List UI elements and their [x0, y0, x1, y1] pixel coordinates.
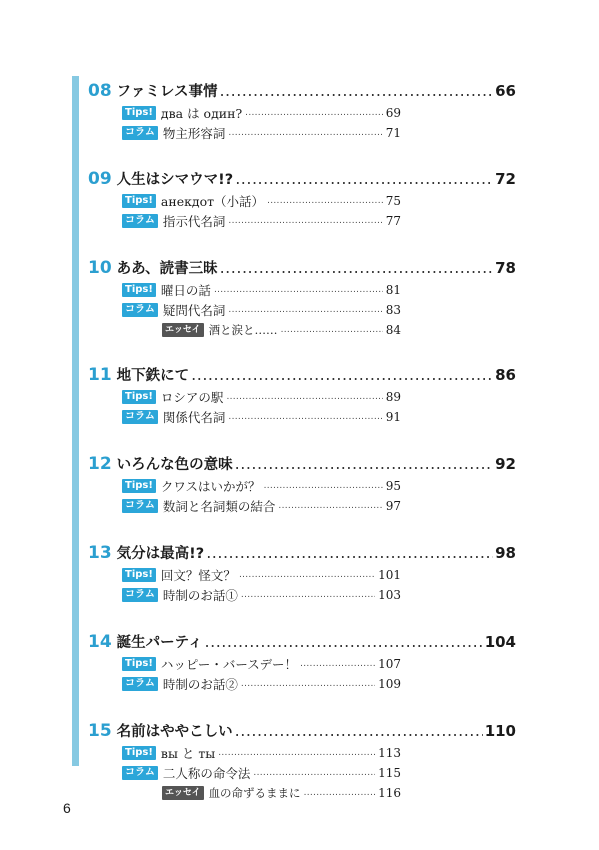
chapter-09	[88, 167, 516, 231]
sub-item-column[interactable]	[122, 123, 401, 143]
sub-item-page: 115	[378, 766, 401, 780]
sub-item-title: 回文？怪文？	[160, 568, 236, 583]
chapter-number: 12	[88, 454, 112, 474]
chapter-row[interactable]	[88, 541, 516, 565]
chapter-number: 11	[88, 365, 112, 385]
leader-dots	[214, 285, 383, 295]
sub-item-page: 107	[378, 657, 401, 671]
chapter-row[interactable]	[88, 363, 516, 387]
column-tag: コラム	[122, 303, 158, 317]
sub-item-page: 84	[385, 323, 401, 337]
tips-tag: Tips!	[122, 390, 156, 404]
tips-tag: Tips!	[122, 283, 156, 297]
sub-item-title: вы と ты	[160, 746, 216, 761]
column-tag: コラム	[122, 677, 158, 691]
leader-dots	[228, 216, 382, 226]
chapter-11	[88, 363, 516, 427]
column-tag: コラム	[122, 126, 158, 140]
sub-item-page: 109	[378, 677, 401, 691]
sub-item-tips[interactable]	[122, 387, 401, 407]
sub-item-essay[interactable]	[162, 320, 401, 340]
sub-item-column[interactable]	[122, 407, 401, 427]
leader-dots	[281, 325, 383, 335]
sub-item-title: 疑問代名詞	[162, 303, 226, 318]
sub-item-tips[interactable]	[122, 280, 401, 300]
chapter-title: 誕生パーティ	[116, 635, 203, 651]
chapter-14	[88, 630, 516, 694]
sub-item-tips[interactable]	[122, 743, 401, 763]
chapter-page: 86	[495, 366, 516, 384]
sub-item-page: 95	[385, 479, 401, 493]
leader-dots	[218, 748, 375, 758]
chapter-number: 14	[88, 632, 112, 652]
chapter-number: 08	[88, 81, 112, 101]
leader-dots	[228, 412, 382, 422]
leader-dots	[300, 659, 375, 669]
chapter-08	[88, 79, 516, 143]
leader-dots	[228, 128, 382, 138]
chapter-15	[88, 719, 516, 803]
chapter-page: 66	[495, 82, 516, 100]
chapter-row[interactable]	[88, 256, 516, 280]
table-of-contents	[88, 79, 516, 803]
sub-item-page: 113	[378, 746, 401, 760]
leader-dots	[191, 363, 493, 387]
leader-dots	[245, 108, 383, 118]
column-tag: コラム	[122, 410, 158, 424]
sub-item-tips[interactable]	[122, 476, 401, 496]
leader-dots	[253, 768, 375, 778]
sub-item-title: анекдот（小話）	[160, 194, 265, 209]
essay-tag: エッセイ	[162, 786, 204, 800]
leader-dots	[267, 196, 383, 206]
chapter-number: 09	[88, 169, 112, 189]
chapter-row[interactable]	[88, 452, 516, 476]
sub-item-column[interactable]	[122, 300, 401, 320]
leader-dots	[220, 256, 494, 280]
sub-item-tips[interactable]	[122, 654, 401, 674]
sub-item-title: 時制のお話②	[162, 677, 238, 692]
leader-dots	[228, 305, 382, 315]
chapter-10	[88, 256, 516, 340]
essay-tag: エッセイ	[162, 323, 204, 337]
sub-item-title: ハッピー・バースデー！	[160, 657, 298, 672]
chapter-number: 13	[88, 543, 112, 563]
sub-item-page: 97	[385, 499, 401, 513]
leader-dots	[264, 481, 383, 491]
chapter-row[interactable]	[88, 79, 516, 103]
sub-item-title: два は один?	[160, 106, 243, 121]
leader-dots	[241, 590, 375, 600]
tips-tag: Tips!	[122, 106, 156, 120]
tips-tag: Tips!	[122, 657, 156, 671]
column-tag: コラム	[122, 214, 158, 228]
tips-tag: Tips!	[122, 194, 156, 208]
leader-dots	[239, 570, 375, 580]
sub-item-tips[interactable]	[122, 103, 401, 123]
leader-dots	[304, 788, 376, 798]
chapter-page: 78	[495, 259, 516, 277]
sub-item-title: 関係代名詞	[162, 410, 226, 425]
sub-item-page: 91	[385, 410, 401, 424]
column-tag: コラム	[122, 588, 158, 602]
sub-item-title: 二人称の命令法	[162, 766, 251, 781]
tips-tag: Tips!	[122, 568, 156, 582]
column-tag: コラム	[122, 499, 158, 513]
sub-item-title: クワスはいかが？	[160, 479, 261, 494]
sub-item-title: 指示代名詞	[162, 214, 226, 229]
leader-dots	[235, 719, 483, 743]
leader-dots	[205, 630, 483, 654]
chapter-title: 人生はシマウマ!?	[116, 172, 234, 188]
sub-item-page: 103	[378, 588, 401, 602]
sub-item-page: 116	[378, 786, 401, 800]
sub-item-title: ロシアの駅	[160, 390, 224, 405]
chapter-page: 110	[484, 722, 516, 740]
sub-item-page: 83	[385, 303, 401, 317]
sub-item-column[interactable]	[122, 211, 401, 231]
leader-dots	[226, 392, 382, 402]
sub-item-page: 71	[385, 126, 401, 140]
chapter-row[interactable]	[88, 630, 516, 654]
sub-item-page: 89	[385, 390, 401, 404]
sub-item-title: 物主形容詞	[162, 126, 226, 141]
column-tag: コラム	[122, 766, 158, 780]
sub-item-page: 81	[385, 283, 401, 297]
leader-dots	[235, 452, 493, 476]
sub-item-title: 数詞と名詞類の結合	[162, 499, 276, 514]
tips-tag: Tips!	[122, 746, 156, 760]
leader-dots	[219, 79, 493, 103]
leader-dots	[235, 167, 493, 191]
chapter-row[interactable]	[88, 719, 516, 743]
sub-item-title: 血の命ずるままに	[208, 786, 301, 800]
sub-item-page: 101	[378, 568, 401, 582]
chapter-number: 15	[88, 721, 112, 741]
sub-item-essay[interactable]	[162, 783, 401, 803]
tips-tag: Tips!	[122, 479, 156, 493]
sub-item-page: 75	[385, 194, 401, 208]
page-number: 6	[63, 800, 71, 816]
chapter-12	[88, 452, 516, 516]
leader-dots	[278, 501, 382, 511]
sub-item-title: 曜日の話	[160, 283, 211, 298]
leader-dots	[241, 679, 375, 689]
accent-bar	[72, 76, 79, 766]
chapter-page: 98	[495, 544, 516, 562]
chapter-title: 地下鉄にて	[116, 368, 190, 384]
chapter-title: 気分は最高!?	[116, 546, 205, 562]
sub-item-column[interactable]	[122, 496, 401, 516]
chapter-row[interactable]	[88, 167, 516, 191]
sub-item-page: 77	[385, 214, 401, 228]
sub-item-tips[interactable]	[122, 565, 401, 585]
sub-item-column[interactable]	[122, 763, 401, 783]
sub-item-title: 時制のお話①	[162, 588, 238, 603]
sub-item-tips[interactable]	[122, 191, 401, 211]
chapter-page: 104	[484, 633, 516, 651]
chapter-title: 名前はややこしい	[116, 724, 233, 740]
chapter-13	[88, 541, 516, 605]
chapter-title: ファミレス事情	[116, 84, 218, 100]
chapter-title: ああ、読書三昧	[116, 261, 218, 277]
chapter-page: 72	[495, 170, 516, 188]
sub-item-column[interactable]	[122, 585, 401, 605]
chapter-number: 10	[88, 258, 112, 278]
chapter-title: いろんな色の意味	[116, 457, 233, 473]
sub-item-page: 69	[385, 106, 401, 120]
sub-item-title: 酒と涙と……	[208, 323, 278, 337]
sub-item-column[interactable]	[122, 674, 401, 694]
chapter-page: 92	[495, 455, 516, 473]
leader-dots	[206, 541, 493, 565]
